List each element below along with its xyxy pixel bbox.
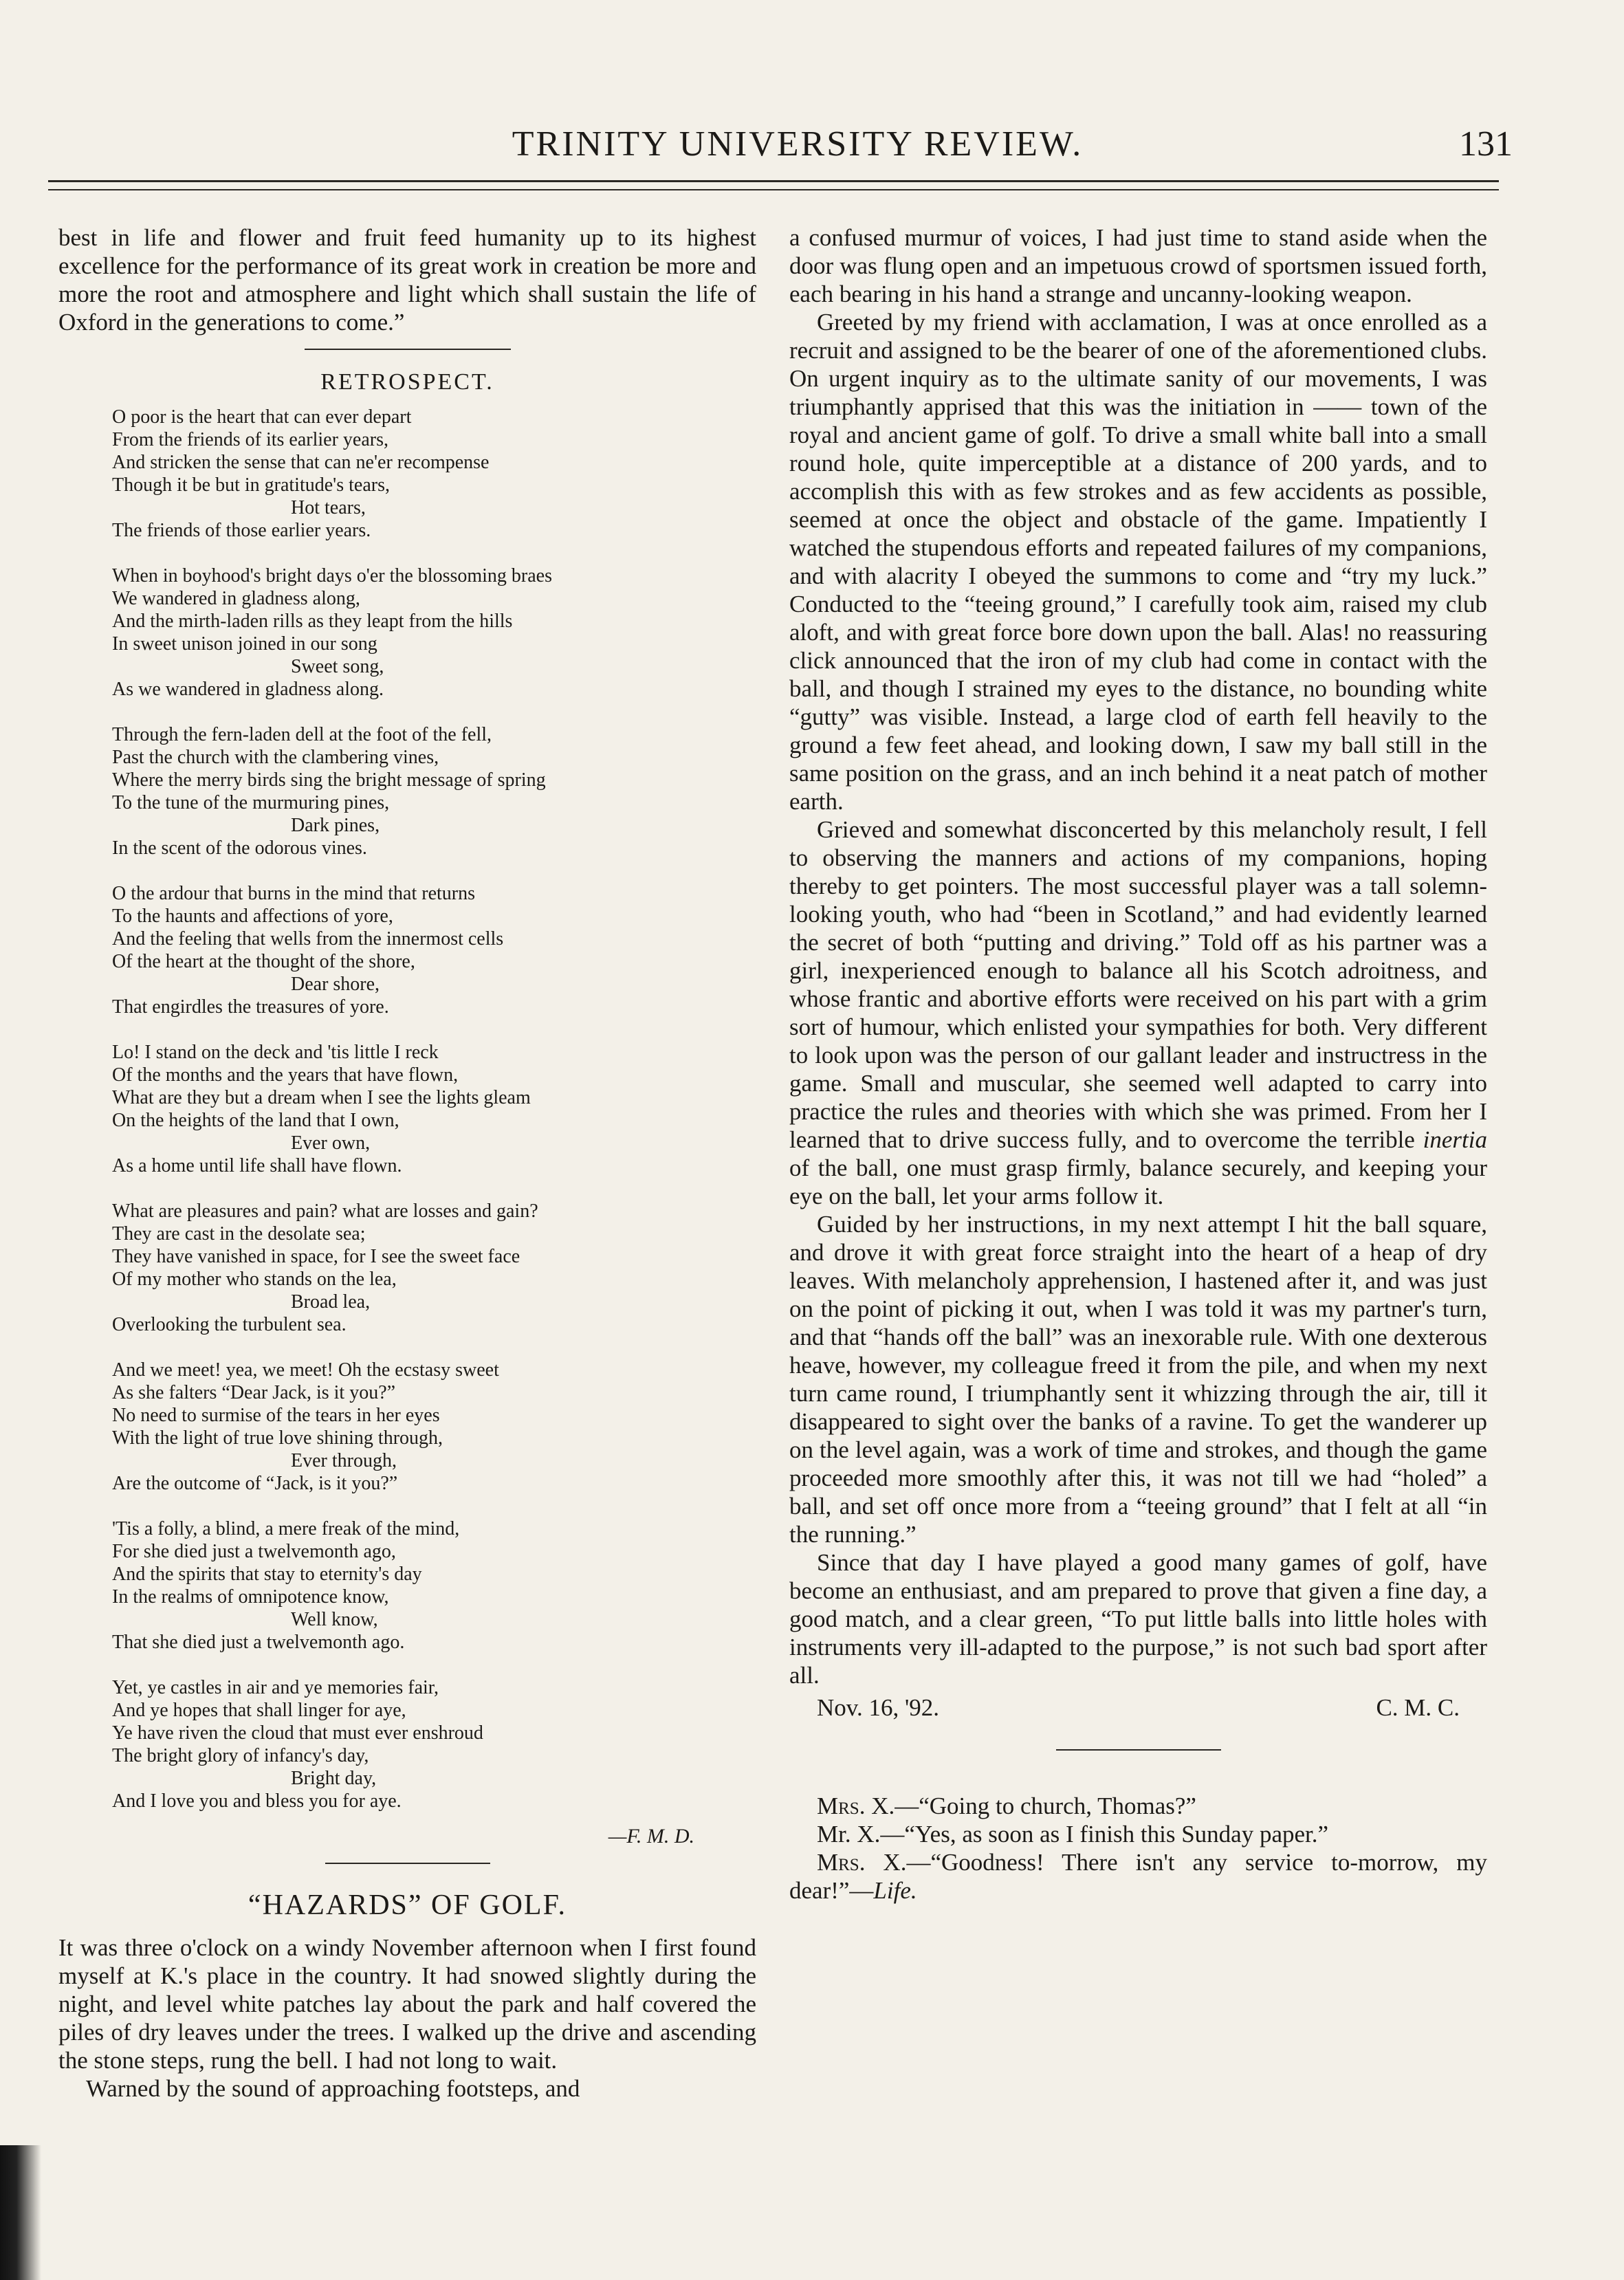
poem-line: And ye hopes that shall linger for aye,	[112, 1700, 406, 1721]
anecdote-line	[789, 1848, 1487, 1905]
section-divider	[305, 349, 511, 350]
poem-line: In the realms of omnipotence know,	[112, 1586, 389, 1608]
poem-signature: —F. M. D.	[608, 1825, 694, 1848]
poem-line: As we wandered in gladness along.	[112, 679, 384, 700]
poem-line: Lo! I stand on the deck and 'tis little I reck	[112, 1042, 439, 1063]
poem-line: No need to surmise of the tears in her eyes	[112, 1405, 440, 1426]
poem-line: What are they but a dream when I see the lights gleam	[112, 1087, 531, 1108]
source-credit: Life.	[873, 1877, 917, 1904]
poem-line: O poor is the heart that can ever depart	[112, 406, 412, 428]
paragraph-text: of the ball, one must grasp firmly, balance securely, and keeping your eye on the ball, let your arms follow it.	[789, 1154, 1487, 1209]
article-paragraph: It was three o'clock on a windy November afternoon when I first found myself at K.'s place in the country. It had snowed slightly during the night, and level white patches lay about the park and half covered the piles of dry leaves under the trees. I walked up the drive and ascending the stone steps, rung the bell. I had not long to wait.	[58, 1934, 756, 2074]
poem-refrain: Bright day,	[291, 1768, 377, 1789]
poem-line: Yet, ye castles in air and ye memories fair,	[112, 1677, 439, 1698]
intro-paragraph: best in life and flower and fruit feed humanity up to its highest excellence for the performance of its great work in creation be more and more the root and atmosphere and light which shall sustain the life of Oxford in the generations to come.”	[58, 224, 756, 336]
article-paragraph	[789, 815, 1487, 1210]
anecdote-line	[789, 1820, 1487, 1848]
speaker-label: Mrs. X.	[817, 1849, 907, 1876]
poem-line: Of the heart at the thought of the shore,	[112, 951, 415, 972]
section-divider	[325, 1863, 490, 1864]
section-divider	[1056, 1749, 1221, 1751]
poem-line: The friends of those earlier years.	[112, 520, 371, 541]
poem-stanza	[112, 1200, 756, 1336]
poem-title: RETROSPECT.	[320, 369, 494, 395]
emphasis-text: inertia	[1423, 1126, 1487, 1153]
poem-line: On the heights of the land that I own,	[112, 1110, 399, 1131]
anecdote	[789, 1792, 1487, 1905]
poem-stanza	[112, 564, 756, 701]
page-number: 131	[1459, 124, 1513, 164]
intro-section	[58, 223, 756, 336]
poem-refrain: Dark pines,	[291, 815, 380, 836]
poem-refrain: Dear shore,	[291, 974, 380, 995]
poem-line: That engirdles the treasures of yore.	[112, 996, 389, 1018]
article-date: Nov. 16, '92.	[817, 1694, 940, 1721]
poem-stanza	[112, 406, 756, 542]
poem-line: Where the merry birds sing the bright message of spring	[112, 769, 546, 791]
poem-line: Past the church with the clambering vines,	[112, 747, 439, 768]
article-body	[58, 1933, 756, 2103]
poem-line: In the scent of the odorous vines.	[112, 837, 367, 859]
poem-line: Ye have riven the cloud that must ever enshroud	[112, 1722, 483, 1744]
poem-refrain: Ever through,	[291, 1450, 397, 1471]
poem-line: What are pleasures and pain? what are losses and gain?	[112, 1201, 538, 1222]
right-column	[789, 223, 1487, 1905]
poem-line: And the spirits that stay to eternity's day	[112, 1564, 422, 1585]
poem-line: In sweet unison joined in our song	[112, 633, 377, 655]
poem-stanza	[112, 882, 756, 1018]
author-initials: C. M. C.	[1376, 1694, 1460, 1721]
poem-line: Overlooking the turbulent sea.	[112, 1314, 347, 1335]
binding-shadow	[0, 2145, 41, 2280]
poem-line: And we meet! yea, we meet! Oh the ecstasy sweet	[112, 1359, 499, 1381]
poem-line: They have vanished in space, for I see the sweet face	[112, 1246, 520, 1267]
poem-line: And the feeling that wells from the innermost cells	[112, 928, 504, 950]
poem-line: They are cast in the desolate sea;	[112, 1223, 366, 1245]
speaker-label: Mrs. X.	[817, 1793, 895, 1819]
poem-refrain: Sweet song,	[291, 656, 384, 677]
article-title: “HAZARDS” OF GOLF.	[248, 1889, 567, 1921]
dialogue-text: —“Goodness! There isn't any service to-morrow, my dear!”—	[789, 1849, 1487, 1904]
poem-line: When in boyhood's bright days o'er the blossoming braes	[112, 565, 552, 587]
poem-refrain: Hot tears,	[291, 497, 366, 518]
poem-line: Through the fern-laden dell at the foot of the fell,	[112, 724, 492, 745]
article-paragraph: Greeted by my friend with acclamation, I was at once enrolled as a recruit and assigned to be the bearer of one of the aforementioned clubs. On urgent inquiry as to the ultimate sanity of our movements, I was triumphantly apprised that this was the initiation in —— town of the royal and ancient game of golf. To drive a small white ball into a small round hole, quite imperceptible at a distance of 200 yards, and to accomplish this with as few strokes and as few accidents as possible, seemed at once the object and obstacle of the game. Impatiently I watched the stupendous efforts and repeated failures of my companions, and with alacrity I obeyed the summons to come and “try my luck.” Conducted to the “teeing ground,” I carefully took aim, raised my club aloft, and with great force bore down upon the ball. Alas! no reassuring click announced that the iron of my club had come in contact with the ball, and though I strained my eyes to the distance, no bounding white “gutty” was visible. Instead, a large clod of earth fell heavily to the ground a few feet ahead, and looking down, I saw my ball still in the same position on the grass, and an inch behind it a neat patch of mother earth.	[789, 309, 1487, 815]
poem-line: O the ardour that burns in the mind that returns	[112, 883, 475, 904]
poem-line: That she died just a twelvemonth ago.	[112, 1632, 405, 1653]
poem-refrain: Ever own,	[291, 1132, 371, 1154]
anecdote-line	[789, 1792, 1487, 1820]
poem-line: 'Tis a folly, a blind, a mere freak of the mind,	[112, 1518, 460, 1539]
poem-line: As she falters “Dear Jack, is it you?”	[112, 1382, 396, 1403]
poem-line: Though it be but in gratitude's tears,	[112, 474, 390, 496]
left-column	[58, 223, 756, 2103]
poem-line: Of my mother who stands on the lea,	[112, 1269, 397, 1290]
poem-stanza	[112, 1041, 756, 1177]
dialogue-text: —“Going to church, Thomas?”	[895, 1793, 1196, 1819]
poem-line: With the light of true love shining through,	[112, 1427, 443, 1449]
poem-line: And the mirth-laden rills as they leapt from the hills	[112, 611, 513, 632]
poem-stanza	[112, 1359, 756, 1495]
paragraph-text: Grieved and somewhat disconcerted by this melancholy result, I fell to observing the manners and actions of my companions, hoping thereby to get pointers. The most successful player was a tall solemn-looking youth, who had “been in Scotland,” and had evidently learned the secret of both “putting and driving.” Told off as his partner was a girl, inexperienced enough to balance all his Scotch adroitness, and whose frantic and abortive efforts were received on his part with a grim sort of humour, which enlisted your sympathies for both. Very different to look upon was the person of our gallant leader and instructress in the game. Small and muscular, she seemed well adapted to carry into practice the rules and theories with which she was primed. From her I learned that to drive success fully, and to overcome the terrible	[789, 816, 1487, 1153]
poem	[58, 406, 756, 1812]
poem-line: We wandered in gladness along,	[112, 588, 360, 609]
poem-line: To the haunts and affections of yore,	[112, 906, 393, 927]
article-signoff	[789, 1693, 1487, 1722]
poem-stanza	[112, 1676, 756, 1812]
poem-refrain: Well know,	[291, 1609, 378, 1630]
article-paragraph: Since that day I have played a good many games of golf, have become an enthusiast, and am prepared to prove that given a fine day, a good match, and a clear green, “To put little balls into little holes with instruments very ill-adapted to the purpose,” is not such bad sport after all.	[789, 1549, 1487, 1689]
poem-line: Of the months and the years that have flown,	[112, 1064, 459, 1086]
poem-line: And stricken the sense that can ne'er recompense	[112, 452, 490, 473]
poem-stanza	[112, 723, 756, 859]
poem-line: For she died just a twelvemonth ago,	[112, 1541, 396, 1562]
article-paragraph: Warned by the sound of approaching footsteps, and	[86, 2075, 580, 2102]
page-header	[69, 124, 1513, 186]
article-paragraph: a confused murmur of voices, I had just time to stand aside when the door was flung open and an impetuous crowd of sportsmen issued forth, each bearing in his hand a strange and uncanny-looking weapon.	[789, 224, 1487, 307]
poem-line: From the friends of its earlier years,	[112, 429, 388, 450]
poem-stanza	[112, 1517, 756, 1654]
article-paragraph: Guided by her instructions, in my next attempt I hit the ball square, and drove it with great force straight into the heart of a heap of dry leaves. With melancholy apprehension, I hastened after it, and was just on the point of picking it out, when I was told it was my partner's turn, and that “hands off the ball” was an inexorable rule. With one dexterous heave, however, my colleague freed it from the pile, and when my next turn came round, I triumphantly sent it whizzing through the air, till it disappeared to sight over the banks of a ravine. To get the wanderer up on the level again, was a work of time and strokes, and though the game proceeded more smoothly after this, it was not till we had “holed” a ball, and set off once more from a “teeing ground” that I felt at all “in the running.”	[789, 1211, 1487, 1548]
header-rule	[48, 180, 1499, 190]
poem-line: To the tune of the murmuring pines,	[112, 792, 390, 813]
poem-line: As a home until life shall have flown.	[112, 1155, 402, 1176]
journal-title: TRINITY UNIVERSITY REVIEW.	[512, 124, 1084, 164]
poem-line: Are the outcome of “Jack, is it you?”	[112, 1473, 398, 1494]
poem-line: The bright glory of infancy's day,	[112, 1745, 369, 1766]
poem-refrain: Broad lea,	[291, 1291, 371, 1313]
speaker-label: Mr. X.	[817, 1821, 881, 1848]
poem-line: And I love you and bless you for aye.	[112, 1790, 402, 1812]
dialogue-text: —“Yes, as soon as I finish this Sunday paper.”	[880, 1821, 1329, 1848]
